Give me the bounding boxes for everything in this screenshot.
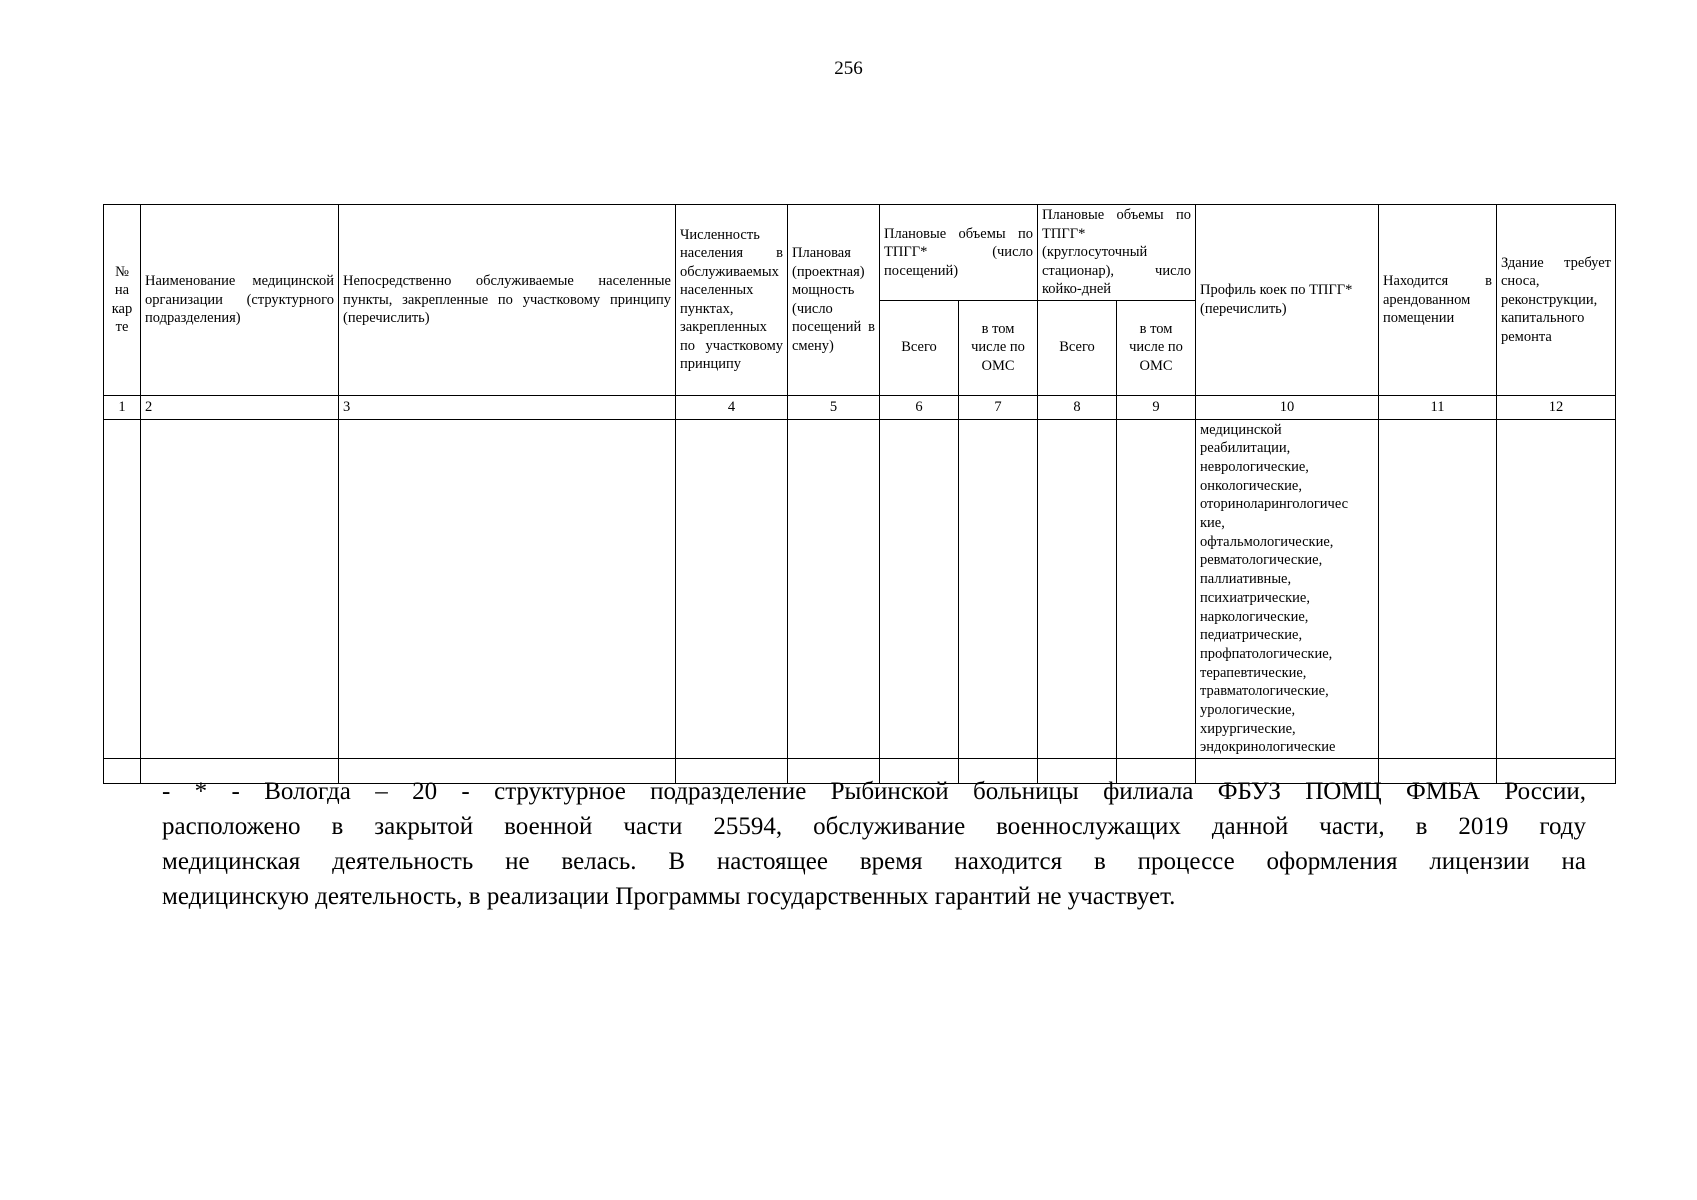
header-beds-oms: в том числе по ОМС [1117,300,1196,395]
table-cell [1038,419,1117,759]
header-map-number [104,205,141,396]
header-map-number-line: № [115,263,129,280]
column-number: 2 [141,395,339,419]
header-hospital-group: Плановые объемы по ТПГГ* (круглосуточный стационар), число койко-дней [1038,205,1196,301]
facilities-table [103,204,1616,784]
header-visits-group: Плановые объемы по ТПГГ* (число посещений) [880,205,1038,301]
table-row [104,419,1616,759]
page-number: 256 [834,58,863,79]
table-cell [141,419,339,759]
header-demolition: Здание требует сноса, реконструкции, капитального ремонта [1497,205,1616,396]
footnote-line: медицинскую деятельность, в реализации Программы государственных гарантий не участвует. [162,883,1176,910]
column-number: 4 [676,395,788,419]
column-number: 1 [104,395,141,419]
header-org-name: Наименование медицинской организации (структурного подразделения) [141,205,339,396]
header-bed-profile: Профиль коек по ТПГГ* (перечислить) [1196,205,1379,396]
column-number: 3 [339,395,676,419]
table-cell [104,759,141,784]
header-population: Численность населения в обслуживаемых населенных пунктах, закрепленных по участковому принципу [676,205,788,396]
header-settlements: Непосредственно обслуживаемые населенные пункты, закрепленные по участковому принципу (перечислить) [339,205,676,396]
column-number: 10 [1196,395,1379,419]
table-cell [676,419,788,759]
column-number: 5 [788,395,880,419]
header-beds-total: Всего [1038,300,1117,395]
table-cell [339,419,676,759]
table-cell [1117,419,1196,759]
table-cell [104,419,141,759]
column-number: 6 [880,395,959,419]
header-capacity: Плановая (проектная) мощность (число посещений в смену) [788,205,880,396]
header-visits-total: Всего [880,300,959,395]
header-map-number-line: те [115,319,129,336]
footnote-line: медицинская деятельность не велась. В настоящее время находится в процессе оформления лицензии на [162,848,1586,875]
column-number: 7 [959,395,1038,419]
footnote-line: расположено в закрытой военной части 25594, обслуживание военнослужащих данной части, в 2019 году [162,813,1586,840]
table-cell [788,419,880,759]
column-number: 9 [1117,395,1196,419]
bed-profiles-text: медицинской реабилитации, неврологические, онкологические, оториноларингологичес кие, офтальмологические, ревматологические, паллиативные, психиатрические, наркологические, педиатрические, профпатологические, терапевтические, травматологические, урологические, хирургические, эндокринологические [1200,421,1349,756]
header-visits-oms: в том числе по ОМС [959,300,1038,395]
table-cell [1379,419,1497,759]
bed-profiles-cell [1196,419,1379,759]
footnote [162,774,1586,914]
column-number: 11 [1379,395,1497,419]
header-map-number-line: на [114,282,130,299]
table-cell [959,419,1038,759]
table-cell [1497,419,1616,759]
column-number-row [104,395,1616,419]
header-leased: Находится в арендованном помещении [1379,205,1497,396]
header-row-top [104,205,1616,301]
footnote-line: - * - Вологда – 20 - структурное подразделение Рыбинской больницы филиала ФБУЗ ПОМЦ ФМБА России, [162,778,1586,805]
header-map-number-line: кар [111,300,133,317]
table-cell [880,419,959,759]
column-number: 8 [1038,395,1117,419]
column-number: 12 [1497,395,1616,419]
